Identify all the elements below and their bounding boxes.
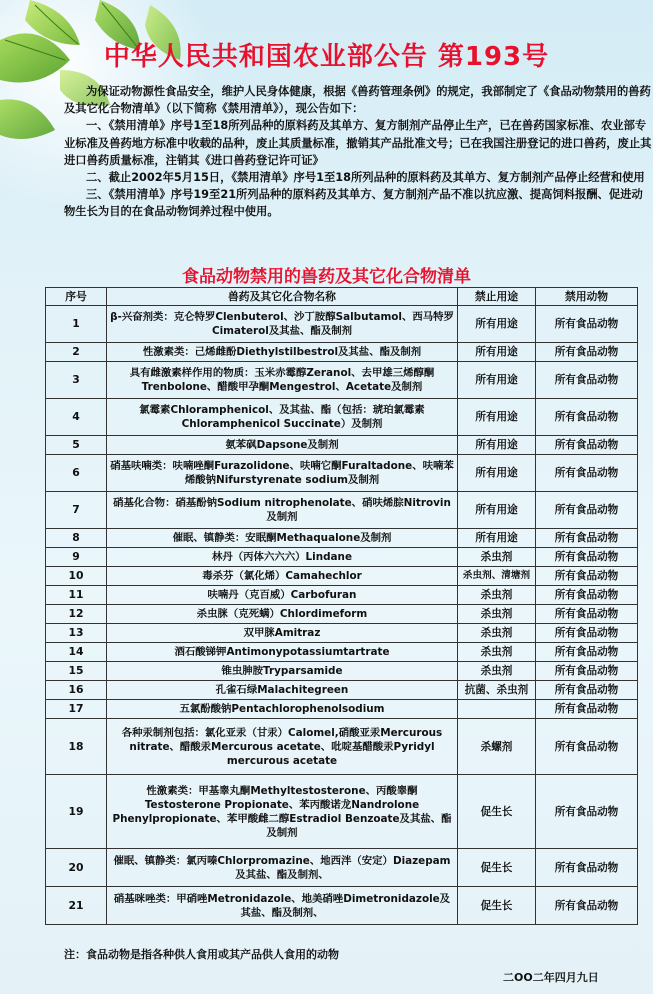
row-no: 14 [46, 643, 107, 662]
header-name: 兽药及其它化合物名称 [107, 288, 458, 306]
row-no: 4 [46, 399, 107, 436]
row-name: 各种汞制剂包括：氯化亚汞（甘汞）Calomel,硝酸亚汞Mercurous nitrate、醋酸汞Mercurous acetate、吡啶基醋酸汞Pyridyl mercurous acetate [107, 719, 458, 775]
row-use: 抗菌、杀虫剂 [458, 681, 536, 700]
row-animal: 所有食品动物 [536, 436, 638, 455]
banned-drugs-table [45, 287, 638, 925]
list-title: 食品动物禁用的兽药及其它化合物清单 [182, 267, 471, 287]
row-no: 12 [46, 605, 107, 624]
row-use: 所有用途 [458, 455, 536, 492]
row-use: 所有用途 [458, 306, 536, 343]
announcement-body [64, 83, 652, 221]
row-name: 性激素类：甲基睾丸酮Methyltestosterone、丙酸睾酮Testosterone Propionate、苯丙酸诺龙Nandrolone Phenylpropionate、苯甲酸雌二醇Estradiol Benzoate及其盐、酯及制剂 [107, 775, 458, 849]
row-use: 所有用途 [458, 529, 536, 548]
row-name: 酒石酸锑钾Antimonypotassiumtartrate [107, 643, 458, 662]
table-row [46, 643, 638, 662]
row-no: 10 [46, 567, 107, 586]
row-name: 氨苯砜Dapsone及制剂 [107, 436, 458, 455]
intro-paragraph: 二、截止2002年5月15日，《禁用清单》序号1至18所列品种的原料药及其单方、复方制剂产品停止经营和使用 [86, 171, 645, 185]
row-use: 促生长 [458, 849, 536, 887]
row-name: 硝基化合物：硝基酚钠Sodium nitrophenolate、硝呋烯腙Nitrovin及制剂 [107, 492, 458, 529]
row-name: 呋喃丹（克百威）Carbofuran [107, 586, 458, 605]
row-name: 硝基咪唑类：甲硝唑Metronidazole、地美硝唑Dimetronidazole及其盐、酯及制剂、 [107, 887, 458, 925]
row-no: 18 [46, 719, 107, 775]
row-animal: 所有食品动物 [536, 605, 638, 624]
row-use: 所有用途 [458, 343, 536, 362]
row-name: β-兴奋剂类：克仑特罗Clenbuterol、沙丁胺醇Salbutamol、西马特罗Cimaterol及其盐、酯及制剂 [107, 306, 458, 343]
row-use: 杀虫剂 [458, 624, 536, 643]
row-no: 20 [46, 849, 107, 887]
row-animal: 所有食品动物 [536, 362, 638, 399]
table-row [46, 586, 638, 605]
header-no: 序号 [46, 288, 107, 306]
table-row [46, 362, 638, 399]
row-no: 1 [46, 306, 107, 343]
row-use: 杀虫剂 [458, 605, 536, 624]
row-use: 杀虫剂、清塘剂 [458, 567, 536, 586]
table-row [46, 849, 638, 887]
row-no: 8 [46, 529, 107, 548]
table-row [46, 662, 638, 681]
footnote: 注：食品动物是指各种供人食用或其产品供人食用的动物 [64, 948, 339, 961]
row-no: 13 [46, 624, 107, 643]
row-animal: 所有食品动物 [536, 586, 638, 605]
row-animal: 所有食品动物 [536, 849, 638, 887]
table-row [46, 529, 638, 548]
table-row [46, 399, 638, 436]
row-no: 2 [46, 343, 107, 362]
row-no: 7 [46, 492, 107, 529]
row-animal: 所有食品动物 [536, 719, 638, 775]
row-name: 孔雀石绿Malachitegreen [107, 681, 458, 700]
table-row [46, 492, 638, 529]
row-use: 促生长 [458, 887, 536, 925]
row-use: 所有用途 [458, 436, 536, 455]
row-use [458, 700, 536, 719]
table-row [46, 343, 638, 362]
issue-date: 二OO二年四月九日 [503, 971, 599, 984]
row-animal: 所有食品动物 [536, 775, 638, 849]
row-no: 19 [46, 775, 107, 849]
row-no: 17 [46, 700, 107, 719]
table-row [46, 306, 638, 343]
row-no: 6 [46, 455, 107, 492]
table-row [46, 700, 638, 719]
row-name: 毒杀芬（氯化烯）Camahechlor [107, 567, 458, 586]
row-no: 5 [46, 436, 107, 455]
table-row [46, 719, 638, 775]
row-use: 促生长 [458, 775, 536, 849]
intro-paragraph: 为保证动物源性食品安全，维护人民身体健康，根据《兽药管理条例》的规定，我部制定了《食品动物禁用的兽药及其它化合物清单》（以下简称《禁用清单》），现公告如下： [64, 85, 651, 116]
header-animal: 禁用动物 [536, 288, 638, 306]
row-name: 五氯酚酸钠Pentachlorophenolsodium [107, 700, 458, 719]
row-animal: 所有食品动物 [536, 681, 638, 700]
table-header-row [46, 288, 638, 306]
row-use: 杀虫剂 [458, 662, 536, 681]
row-no: 21 [46, 887, 107, 925]
row-name: 硝基呋喃类：呋喃唑酮Furazolidone、呋喃它酮Furaltadone、呋喃苯烯酸钠Nifurstyrenate sodium及制剂 [107, 455, 458, 492]
row-animal: 所有食品动物 [536, 567, 638, 586]
table-row [46, 624, 638, 643]
row-animal: 所有食品动物 [536, 624, 638, 643]
row-animal: 所有食品动物 [536, 548, 638, 567]
row-no: 9 [46, 548, 107, 567]
row-animal: 所有食品动物 [536, 306, 638, 343]
row-name: 林丹（丙体六六六）Lindane [107, 548, 458, 567]
row-name: 具有雌激素样作用的物质：玉米赤霉醇Zeranol、去甲雄三烯醇酮Trenbolone、醋酸甲孕酮Mengestrol、Acetate及制剂 [107, 362, 458, 399]
row-animal: 所有食品动物 [536, 700, 638, 719]
table-row [46, 567, 638, 586]
row-use: 所有用途 [458, 362, 536, 399]
row-animal: 所有食品动物 [536, 662, 638, 681]
intro-paragraph: 三、《禁用清单》序号19至21所列品种的原料药及其单方、复方制剂产品不准以抗应激、提高饲料报酬、促进动物生长为目的在食品动物饲养过程中使用。 [64, 188, 643, 219]
row-animal: 所有食品动物 [536, 643, 638, 662]
table-row [46, 775, 638, 849]
row-animal: 所有食品动物 [536, 343, 638, 362]
row-animal: 所有食品动物 [536, 529, 638, 548]
row-use: 杀虫剂 [458, 548, 536, 567]
row-name: 性激素类：己烯雌酚Diethylstilbestrol及其盐、酯及制剂 [107, 343, 458, 362]
table-row [46, 436, 638, 455]
row-use: 所有用途 [458, 399, 536, 436]
row-name: 氯霉素Chloramphenicol、及其盐、酯（包括：琥珀氯霉素Chloramphenicol Succinate）及制剂 [107, 399, 458, 436]
row-name: 催眠、镇静类：氯丙嗪Chlorpromazine、地西泮（安定）Diazepam及其盐、酯及制剂、 [107, 849, 458, 887]
row-animal: 所有食品动物 [536, 455, 638, 492]
row-use: 杀虫剂 [458, 586, 536, 605]
row-use: 杀虫剂 [458, 643, 536, 662]
table-row [46, 605, 638, 624]
row-name: 锥虫胂胺Tryparsamide [107, 662, 458, 681]
header-use: 禁止用途 [458, 288, 536, 306]
row-animal: 所有食品动物 [536, 887, 638, 925]
table-row [46, 681, 638, 700]
row-no: 15 [46, 662, 107, 681]
row-name: 双甲脒Amitraz [107, 624, 458, 643]
row-name: 催眠、镇静类：安眠酮Methaqualone及制剂 [107, 529, 458, 548]
row-no: 11 [46, 586, 107, 605]
table-row [46, 887, 638, 925]
row-animal: 所有食品动物 [536, 399, 638, 436]
row-name: 杀虫脒（克死螨）Chlordimeform [107, 605, 458, 624]
table-row [46, 548, 638, 567]
table-row [46, 455, 638, 492]
page-title: 中华人民共和国农业部公告 第193号 [103, 42, 550, 72]
row-use: 杀螺剂 [458, 719, 536, 775]
row-use: 所有用途 [458, 492, 536, 529]
row-no: 3 [46, 362, 107, 399]
intro-paragraph: 一、《禁用清单》序号1至18所列品种的原料药及其单方、复方制剂产品停止生产，已在兽药国家标准、农业部专业标准及兽药地方标准中收载的品种，废止其质量标准，撤销其产品批准文号；已在我国注册登记的进口兽药，废止其进口兽药质量标准，注销其《进口兽药登记许可证》 [64, 119, 652, 167]
row-no: 16 [46, 681, 107, 700]
row-animal: 所有食品动物 [536, 492, 638, 529]
